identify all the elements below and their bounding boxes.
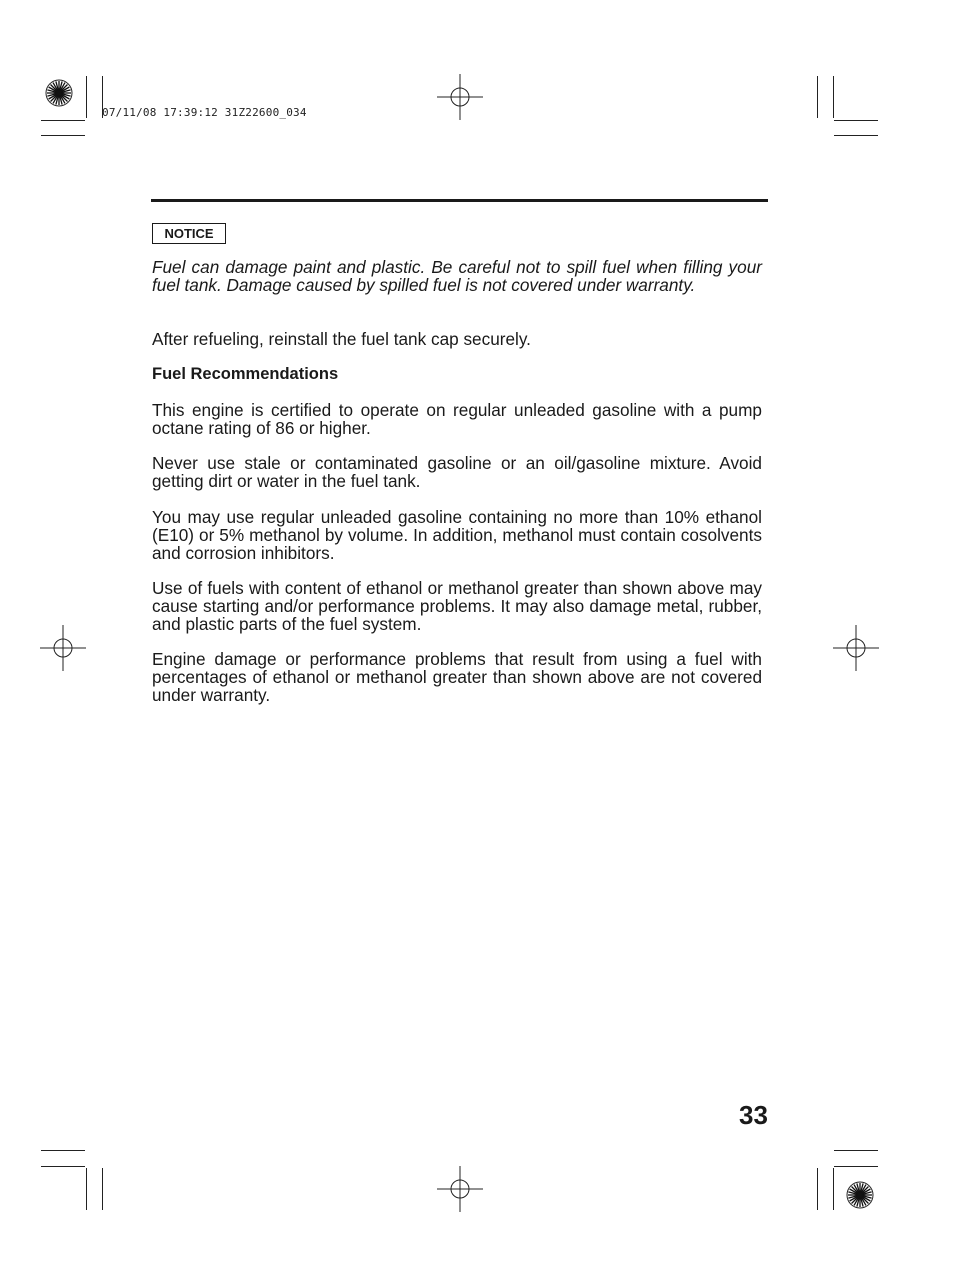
crosshair-icon [437, 74, 483, 120]
notice-text: Fuel can damage paint and plastic. Be careful not to spill fuel when filling your fuel tank. Damage caused by spilled fuel is not covered under warranty. [152, 257, 762, 295]
crop-mark [41, 135, 85, 136]
registration-sunburst-icon [44, 78, 74, 108]
crop-mark [834, 120, 878, 121]
crosshair-icon [437, 1166, 483, 1212]
crop-mark [86, 1168, 87, 1210]
paragraph-fuel-problems: Use of fuels with content of ethanol or methanol greater than shown above may cause starting and/or performance problems. It may also damage metal, rubber, and plastic parts of the fuel system. [152, 578, 762, 634]
crop-mark [817, 76, 818, 118]
crop-mark [86, 76, 87, 118]
top-rule [151, 199, 768, 202]
registration-sunburst-icon [845, 1180, 875, 1210]
crop-mark [834, 135, 878, 136]
crop-mark [833, 1168, 834, 1210]
crop-mark [41, 1166, 85, 1167]
crop-mark [817, 1168, 818, 1210]
page-number: 33 [739, 1100, 768, 1130]
refuel-note: After refueling, reinstall the fuel tank cap securely. [152, 329, 531, 349]
crop-mark [41, 120, 85, 121]
notice-label: NOTICE [152, 223, 226, 244]
crop-mark [41, 1150, 85, 1151]
crop-mark [834, 1150, 878, 1151]
crop-mark [102, 1168, 103, 1210]
print-timestamp: 07/11/08 17:39:12 31Z22600_034 [102, 106, 307, 119]
paragraph-warranty: Engine damage or performance problems that result from using a fuel with percentages of ethanol or methanol greater than shown above are not covered under warranty. [152, 649, 762, 705]
crosshair-icon [833, 625, 879, 671]
paragraph-ethanol-limits: You may use regular unleaded gasoline containing no more than 10% ethanol (E10) or 5% methanol by volume. In addition, methanol must contain cosolvents and corrosion inhibitors. [152, 507, 762, 563]
section-heading: Fuel Recommendations [152, 365, 339, 383]
crosshair-icon [40, 625, 86, 671]
paragraph-stale-fuel: Never use stale or contaminated gasoline or an oil/gasoline mixture. Avoid getting dirt or water in the fuel tank. [152, 453, 762, 491]
crop-mark [834, 1166, 878, 1167]
crop-mark [833, 76, 834, 118]
paragraph-octane: This engine is certified to operate on regular unleaded gasoline with a pump octane rating of 86 or higher. [152, 400, 762, 438]
